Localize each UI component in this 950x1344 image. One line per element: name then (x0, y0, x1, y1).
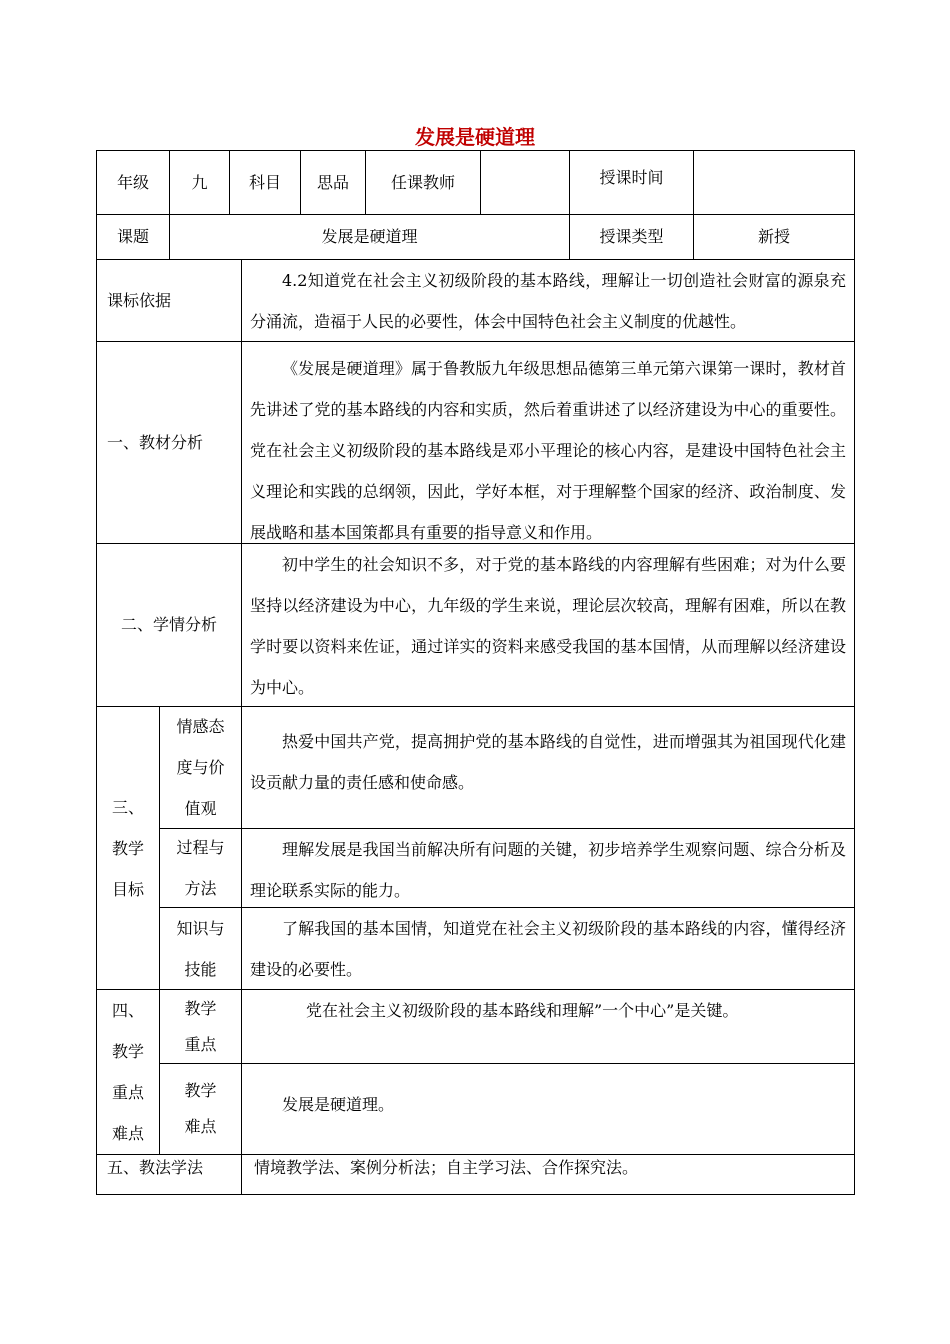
goal-knowledge-label: 知识与 技能 (159, 907, 242, 990)
teacher-value (480, 150, 570, 215)
standard-text: 4.2知道党在社会主义初级阶段的基本路线，理解让一切创造社会财富的源泉充分涌流，造福于人民的必要性，体会中国特色社会主义制度的优越性。 (241, 259, 855, 342)
material-label: 一、教材分析 (96, 341, 242, 544)
goal-attitude-text: 热爱中国共产党，提高拥护党的基本路线的自觉性，进而增强其为祖国现代化建设贡献力量的责任感和使命感。 (241, 706, 855, 829)
grade-value: 九 (169, 150, 230, 215)
goal-attitude-label: 情感态 度与价 值观 (159, 706, 242, 829)
topic-value: 发展是硬道理 (169, 214, 570, 260)
methods-label: 五、教法学法 (96, 1154, 242, 1195)
grade-label: 年级 (96, 150, 170, 215)
type-value: 新授 (693, 214, 855, 260)
goal-process-text: 理解发展是我国当前解决所有问题的关键，初步培养学生观察问题、综合分析及理论联系实际的能力。 (241, 828, 855, 908)
goal-knowledge-text: 了解我国的基本国情，知道党在社会主义初级阶段的基本路线的内容，懂得经济建设的必要性。 (241, 907, 855, 990)
students-label: 二、学情分析 (96, 543, 242, 707)
focus-key-label: 教学 重点 (159, 989, 242, 1064)
focus-key-text: 党在社会主义初级阶段的基本路线和理解”一个中心”是关键。 (241, 989, 855, 1064)
goal-process-label: 过程与 方法 (159, 828, 242, 908)
students-text: 初中学生的社会知识不多，对于党的基本路线的内容理解有些困难；对为什么要坚持以经济建设为中心，九年级的学生来说，理论层次较高，理解有困难，所以在教学时要以资料来佐证，通过详实的资料来感受我国的基本国情，从而理解以经济建设为中心。 (241, 543, 855, 707)
material-text: 《发展是硬道理》属于鲁教版九年级思想品德第三单元第六课第一课时，教材首先讲述了党的基本路线的内容和实质，然后着重讲述了以经济建设为中心的重要性。党在社会主义初级阶段的基本路线是邓小平理论的核心内容，是建设中国特色社会主义理论和实践的总纲领，因此，学好本框，对于理解整个国家的经济、政治制度、发展战略和基本国策都具有重要的指导意义和作用。 (241, 341, 855, 544)
subject-label: 科目 (229, 150, 301, 215)
focus-label: 四、 教学 重点 难点 (96, 989, 160, 1155)
time-value (693, 150, 855, 215)
focus-difficult-label: 教学 难点 (159, 1063, 242, 1155)
time-label: 授课时间 (569, 150, 694, 215)
document-title: 发展是硬道理 (415, 125, 535, 149)
topic-label: 课题 (96, 214, 170, 260)
standard-label: 课标依据 (96, 259, 242, 342)
methods-text: 情境教学法、案例分析法；自主学习法、合作探究法。 (241, 1154, 855, 1195)
type-label: 授课类型 (569, 214, 694, 260)
goals-label: 三、 教学 目标 (96, 706, 160, 990)
focus-difficult-text: 发展是硬道理。 (241, 1063, 855, 1155)
teacher-label: 任课教师 (365, 150, 481, 215)
subject-value: 思品 (300, 150, 366, 215)
